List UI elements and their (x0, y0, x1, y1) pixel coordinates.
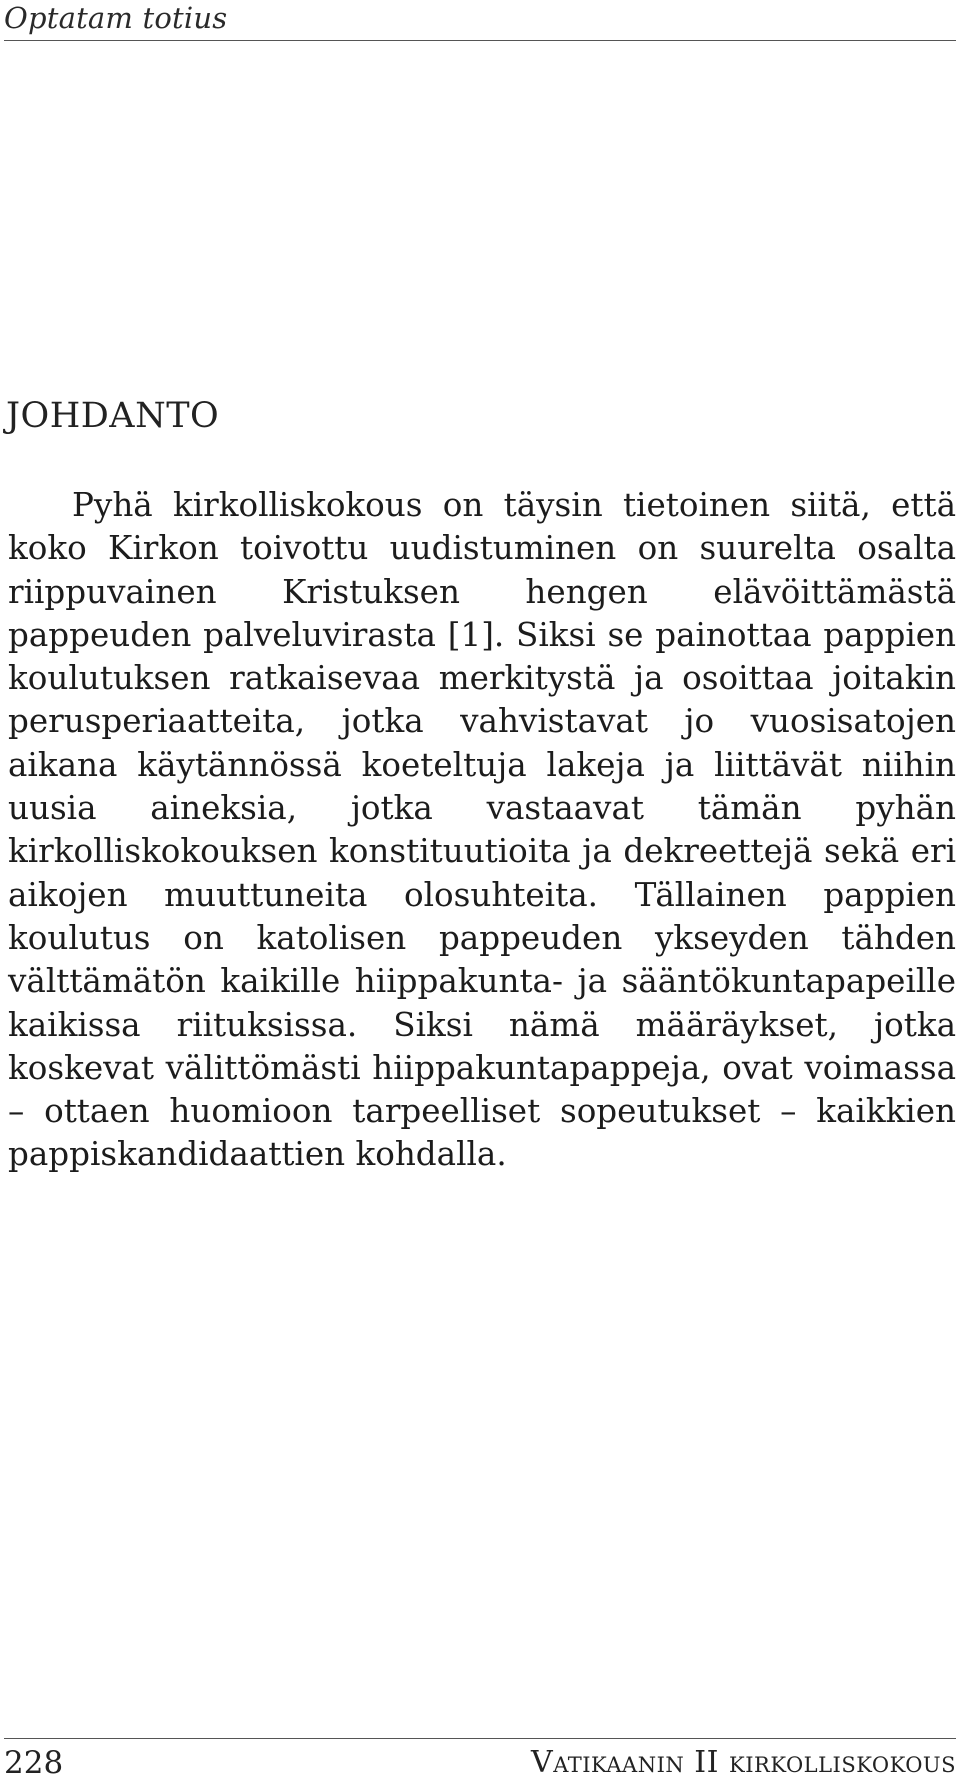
running-header-title: Optatam totius (4, 1, 228, 35)
footer-rule (4, 1738, 956, 1739)
section-heading: JOHDANTO (6, 396, 220, 436)
body-paragraph: Pyhä kirkolliskokous on täysin tietoinen siitä, että koko Kirkon toivottu uudistuminen on suurelta osalta riippuvainen Kristuksen hengen elävöittämästä pappeuden palveluvirasta [1]. Siksi se painottaa pappien koulutuksen ratkaisevaa merkitystä ja osoittaa joitakin perusperiaatteita, jotka vahvistavat jo vuosisatojen aikana käytännössä koeteltuja lakeja ja liittävät niihin uusia aineksia, jotka vastaavat tämän pyhän kirkolliskokouksen konstituutioita ja dekreettejä sekä eri aikojen muuttuneita olosuhteita. Tällainen pappien koulutus on katolisen pappeuden ykseyden tähden välttämätön kaikille hiippakunta- ja sääntökuntapapeille kaikissa riituksissa. Siksi nämä määräykset, jotka koskevat välittömästi hiippakuntapappeja, ovat voimassa – ottaen huomioon tarpeelliset sopeutukset – kaikkien pappiskandidaattien kohdalla. (8, 486, 956, 1174)
running-footer-title: Vatikaanin II kirkolliskokous (531, 1745, 956, 1780)
header-rule (4, 40, 956, 41)
page-number: 228 (4, 1745, 64, 1781)
